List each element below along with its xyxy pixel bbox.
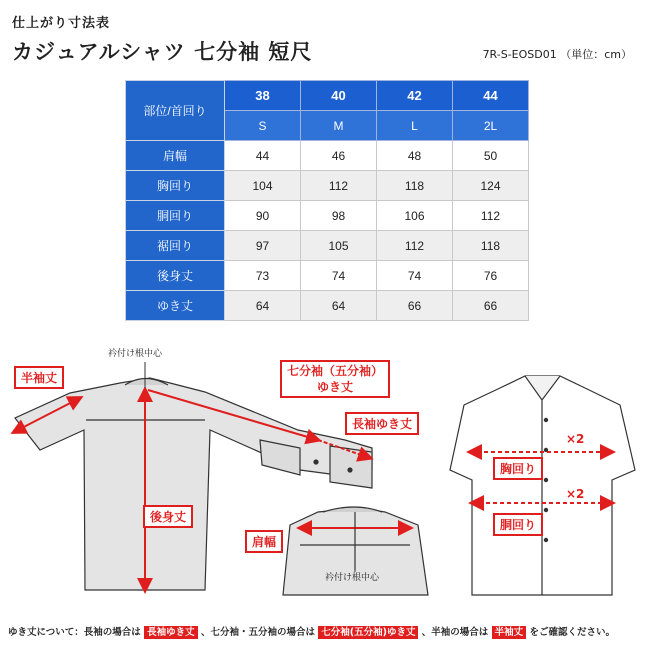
size-header: 44 <box>453 81 529 111</box>
footer-text: 、半袖の場合は <box>421 627 489 638</box>
row-label: 後身丈 <box>126 261 225 291</box>
subtitle: 仕上がり寸法表 <box>12 16 111 31</box>
table-row <box>126 261 529 291</box>
table-cell: 50 <box>453 141 529 171</box>
seven-sleeve-tag-line2: ゆき丈 <box>317 380 354 394</box>
collar-center-label-top: 衿付け根中心 <box>108 349 163 359</box>
table-cell: 48 <box>377 141 453 171</box>
half-sleeve-tag: 半袖丈 <box>14 366 64 389</box>
table-cell: 118 <box>453 231 529 261</box>
table-row <box>126 141 529 171</box>
size-table <box>125 80 529 321</box>
table-cell: 44 <box>225 141 301 171</box>
table-row <box>126 231 529 261</box>
table-cell: 112 <box>453 201 529 231</box>
table-row <box>126 171 529 201</box>
table-cell: 73 <box>225 261 301 291</box>
table-cell: 74 <box>301 261 377 291</box>
row-label: 裾回り <box>126 231 225 261</box>
table-cell: 46 <box>301 141 377 171</box>
table-cell: 118 <box>377 171 453 201</box>
row-label: ゆき丈 <box>126 291 225 321</box>
table-cell: 112 <box>377 231 453 261</box>
table-cell: 90 <box>225 201 301 231</box>
footer-text: 、七分袖・五分袖の場合は <box>200 627 315 638</box>
sub-size-header: 2L <box>453 111 529 141</box>
footer-highlight: 半袖丈 <box>492 626 527 639</box>
table-cell: 97 <box>225 231 301 261</box>
collar-center-label-bottom: 衿付け根中心 <box>325 573 380 583</box>
table-cell: 124 <box>453 171 529 201</box>
table-cell: 104 <box>225 171 301 201</box>
table-cell: 64 <box>301 291 377 321</box>
table-cell: 106 <box>377 201 453 231</box>
row-label: 胴回り <box>126 201 225 231</box>
long-sleeve-tag: 長袖ゆき丈 <box>345 412 419 435</box>
footer-text: をご確認ください。 <box>529 627 615 638</box>
footer-text: ゆき丈について：長袖の場合は <box>8 627 141 638</box>
product-code: 7R-S-EOSD01 （単位：cm） <box>482 48 632 61</box>
table-cell: 98 <box>301 201 377 231</box>
table-cell: 105 <box>301 231 377 261</box>
size-header: 42 <box>377 81 453 111</box>
page-title: カジュアルシャツ 七分袖 短尺 <box>12 40 313 64</box>
table-cell: 112 <box>301 171 377 201</box>
sub-size-header: S <box>225 111 301 141</box>
sub-size-header: L <box>377 111 453 141</box>
table-cell: 66 <box>453 291 529 321</box>
chest-tag: 胸回り <box>493 457 543 480</box>
table-cell: 76 <box>453 261 529 291</box>
shirt-front-illustration <box>450 376 635 595</box>
times-two-label: ×2 <box>566 487 585 501</box>
table-row <box>126 201 529 231</box>
table-cell: 74 <box>377 261 453 291</box>
size-header: 38 <box>225 81 301 111</box>
row-label: 肩幅 <box>126 141 225 171</box>
size-header: 40 <box>301 81 377 111</box>
seven-sleeve-tag <box>280 360 390 398</box>
row-label: 胸回り <box>126 171 225 201</box>
table-corner-header: 部位/首回り <box>126 81 225 141</box>
table-cell: 66 <box>377 291 453 321</box>
waist-tag: 胴回り <box>493 513 543 536</box>
table-row <box>126 291 529 321</box>
times-two-label: ×2 <box>566 432 585 446</box>
seven-sleeve-tag-line1: 七分袖（五分袖） <box>287 364 384 378</box>
table-cell: 64 <box>225 291 301 321</box>
back-length-tag: 後身丈 <box>143 505 193 528</box>
shoulder-width-tag: 肩幅 <box>245 530 283 553</box>
footer-highlight: 七分袖(五分袖)ゆき丈 <box>318 626 418 639</box>
footer-highlight: 長袖ゆき丈 <box>144 626 198 639</box>
footer-note <box>8 624 615 638</box>
sub-size-header: M <box>301 111 377 141</box>
